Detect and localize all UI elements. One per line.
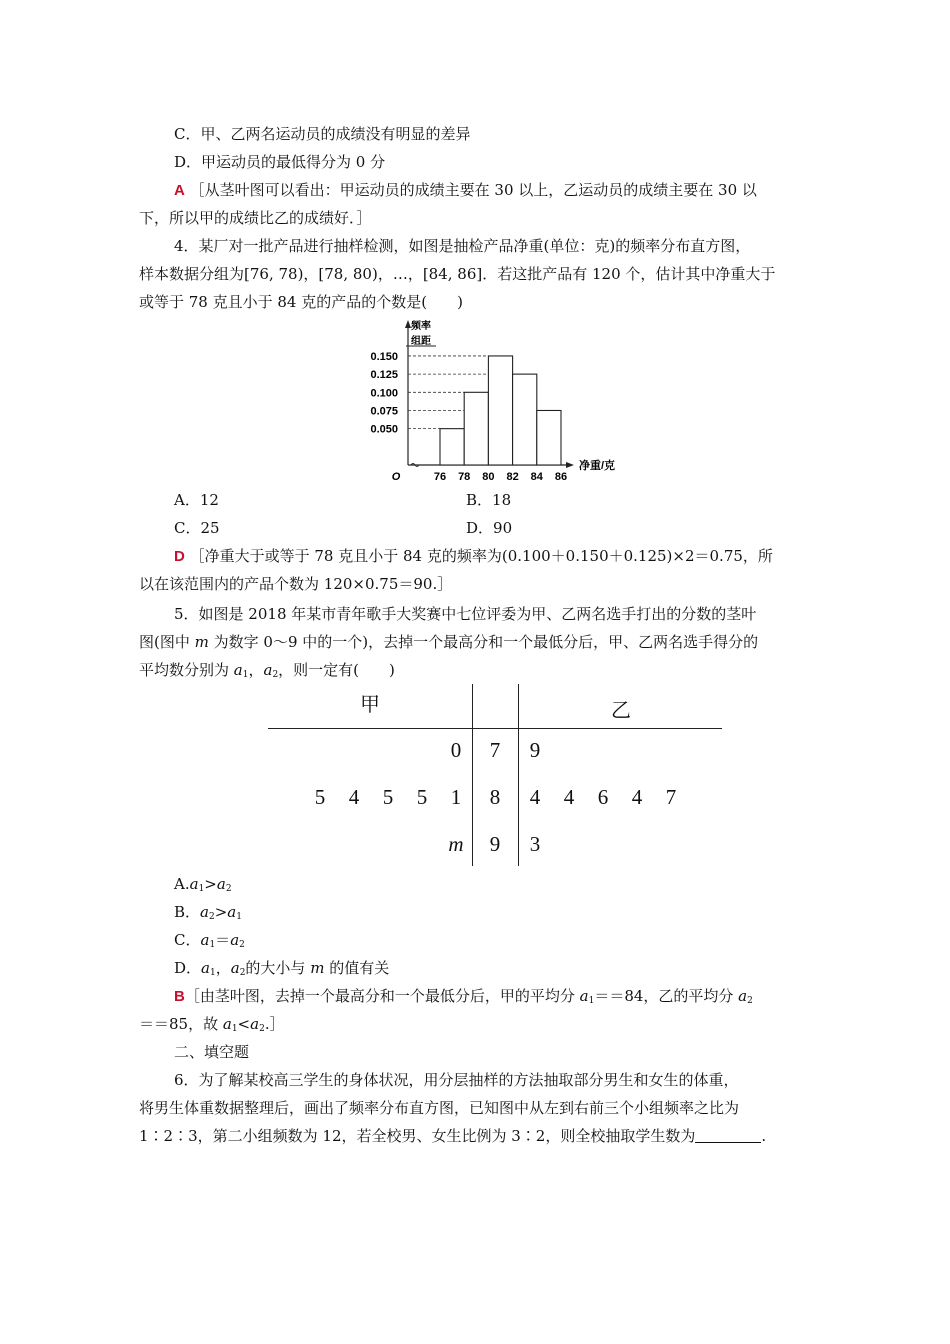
- x-axis-label: 净重/克: [579, 460, 616, 472]
- q6-text-line2: 将男生体重数据整理后，画出了频率分布直方图，已知图中从左到右前三个小组频率之比为: [139, 1099, 740, 1117]
- q5-option-a: $A.a_1>a_2$: [174, 875, 232, 894]
- q6-text-line3: 1∶2∶3，第二小组频数为 12，若全校男、女生比例为 3∶2，则全校抽取学生数为 .: [139, 1127, 767, 1145]
- bar-80-82: [488, 356, 512, 465]
- q5-text-line3: 平均数分别为 $a_1$，$a_2$，则一定有( ): [139, 661, 395, 680]
- stem-left-divider: [472, 684, 473, 866]
- left-leaf: 5: [416, 785, 428, 809]
- y-tick-label: 0.100: [370, 387, 398, 400]
- q4-text-line1: 4．某厂对一批产品进行抽样检测，如图是抽检产品净重(单位：克)的频率分布直方图，: [174, 237, 751, 255]
- stem-value: 8: [489, 785, 501, 809]
- right-leaf: 4: [631, 785, 643, 809]
- x-tick-label: 76: [433, 471, 447, 483]
- q6-text-line1: 6．为了解某校高三学生的身体状况，用分层抽样的方法抽取部分男生和女生的体重，: [174, 1071, 739, 1089]
- stem-leaf-header-rule: [268, 728, 722, 729]
- bar-84-86: [537, 410, 561, 465]
- q4-text-line2: 样本数据分组为[76, 78)，[78, 80)，…，[84, 86]．若这批产品有 120 个，估计其中净重大于: [139, 265, 776, 283]
- stem-leaf-plot: [268, 682, 724, 866]
- q5-text-line2: 图(图中 m 为数字 0～9 中的一个)，去掉一个最高分和一个最低分后，甲、乙两名选手得分的: [139, 633, 759, 651]
- q5-explanation-line1: B［由茎叶图，去掉一个最高分和一个最低分后，甲的平均分 $a_1==84$，乙的平均分 $a_2$: [174, 987, 753, 1006]
- y-tick-label: 0.125: [370, 369, 398, 382]
- q4-explanation-line1: D ［净重大于或等于 78 克且小于 84 克的频率为(0.100＋0.150＋0.125)×2＝0.75，所: [174, 547, 773, 565]
- bar-76-78: [440, 429, 464, 465]
- q5-text-line1: 5．如图是 2018 年某市青年歌手大奖赛中七位评委为甲、乙两名选手打出的分数的茎叶: [174, 605, 757, 623]
- x-tick-label: 80: [482, 471, 495, 483]
- q4-option-d: D．90: [466, 519, 513, 537]
- right-leaf: 6: [597, 785, 609, 809]
- q3-option-d: D．甲运动员的最低得分为 0 分: [174, 153, 386, 171]
- q5-answer-letter: B: [174, 988, 185, 1005]
- x-tick-label: 78: [458, 471, 471, 483]
- right-leaf: 7: [665, 785, 677, 809]
- x-tick-label: 82: [506, 471, 519, 483]
- y-label-denominator: 组距: [411, 336, 431, 347]
- y-tick-label: 0.075: [370, 405, 398, 418]
- stem-value: 9: [489, 832, 501, 856]
- q4-option-c: C．25: [174, 519, 220, 537]
- q5-option-b: B．$a_2>a_1$: [174, 903, 242, 922]
- x-tick-label: 84: [530, 471, 543, 483]
- x-axis-arrow: [566, 462, 574, 468]
- y-label-numerator: 频率: [411, 321, 431, 332]
- q4-answer-letter: D: [174, 548, 185, 565]
- left-leaf: 4: [348, 785, 360, 809]
- right-leaf: 4: [563, 785, 575, 809]
- stem-value: 7: [489, 738, 501, 762]
- y-tick-label: 0.150: [370, 350, 398, 363]
- right-leaf: 9: [529, 738, 541, 762]
- q5-option-c: C．$a_1=a_2$: [174, 931, 245, 950]
- right-leaf: 3: [529, 832, 541, 856]
- q3-explanation-line2: 下，所以甲的成绩比乙的成绩好．］: [139, 209, 372, 227]
- q5-option-d: D．$a_1$，$a_2$的大小与 m 的值有关: [174, 959, 390, 978]
- x-tick-labels: [434, 471, 567, 483]
- q3-option-c: C．甲、乙两名运动员的成绩没有明显的差异: [174, 125, 471, 143]
- q5-explanation-line2: ＝＝85，故 $a_1<a_2.]$: [139, 1015, 285, 1034]
- left-leaf: 1: [450, 785, 462, 809]
- stem-right-divider: [518, 684, 519, 866]
- left-header-jia: 甲: [360, 692, 380, 716]
- x-tick-label: 86: [554, 471, 568, 483]
- q3-answer-letter: A: [174, 182, 185, 199]
- left-leaf: 0: [450, 738, 462, 762]
- answer-blank: [695, 1128, 761, 1143]
- section-title-fill-in: 二、填空题: [174, 1043, 250, 1061]
- q4-option-b: B．18: [466, 491, 512, 509]
- origin-label: O: [391, 471, 401, 483]
- bar-78-80: [464, 392, 488, 465]
- right-leaf: 4: [529, 785, 541, 809]
- left-leaf: m: [448, 832, 464, 856]
- q4-text-line3: 或等于 78 克且小于 84 克的产品的个数是( ): [139, 293, 463, 311]
- histogram-chart: [358, 316, 630, 486]
- right-header-yi: 乙: [611, 698, 631, 722]
- bar-82-84: [513, 374, 537, 465]
- q3-explanation-line1: A ［从茎叶图可以看出：甲运动员的成绩主要在 30 以上，乙运动员的成绩主要在 30 以: [174, 181, 757, 199]
- left-leaf: 5: [314, 785, 326, 809]
- q4-option-a: A．12: [174, 491, 219, 509]
- q4-explanation-line2: 以在该范围内的产品个数为 120×0.75＝90.］: [139, 575, 453, 593]
- y-tick-labels: [370, 351, 398, 436]
- y-tick-label: 0.050: [370, 423, 398, 436]
- left-leaf: 5: [382, 785, 394, 809]
